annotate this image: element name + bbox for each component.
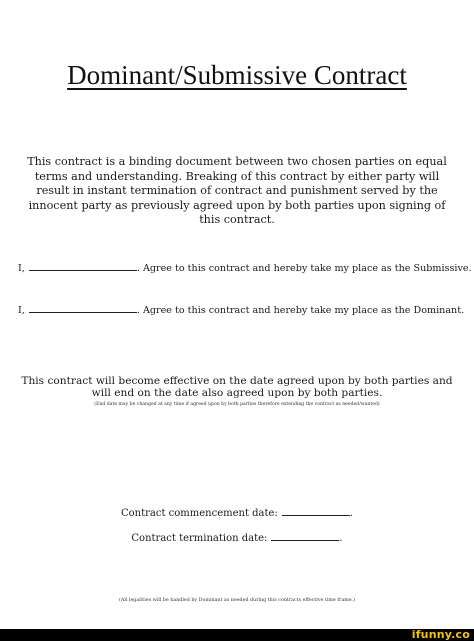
termination-suffix: .	[339, 533, 343, 544]
submissive-prefix: I,	[18, 263, 25, 274]
commencement-label: Contract commencement date:	[120, 508, 278, 519]
commencement-date-blank[interactable]	[282, 506, 350, 516]
legalities-note: (All legalities will be handled by Dominant as needed during this contracts effective time frame.)	[118, 598, 355, 603]
end-date-fine-print: (End date may be changed at any time if agreed upon by both parties therefore extending the contract as needed/wanted)	[94, 402, 380, 407]
ifunny-watermark: ifunny.co	[411, 628, 470, 641]
submissive-name-blank[interactable]	[29, 261, 137, 271]
termination-date-blank[interactable]	[271, 531, 339, 541]
footer-bar	[0, 629, 474, 641]
submissive-text: . Agree to this contract and hereby take my place as the Submissive.	[136, 263, 472, 274]
dominant-text: . Agree to this contract and hereby take my place as the Dominant.	[136, 305, 465, 316]
dominant-name-blank[interactable]	[29, 303, 137, 313]
contract-intro: This contract is a binding document between two chosen parties on equal terms and understanding. Breaking of this contract by either party will result in instant termination of contract and punishment served by the innocent party as previously agreed upon by both parties upon signing of this contract.	[27, 155, 447, 227]
contract-title: Dominant/Submissive Contract	[67, 60, 407, 90]
dominant-prefix: I,	[18, 305, 25, 316]
commencement-suffix: .	[349, 508, 354, 519]
termination-label: Contract termination date:	[131, 533, 268, 544]
effective-clause: This contract will become effective on the date agreed upon by both parties and will end on the date also agreed upon by both parties.	[21, 375, 453, 400]
commencement-date-line	[0, 506, 474, 519]
termination-date-line	[0, 531, 474, 544]
submissive-signature-line	[18, 261, 472, 274]
dominant-signature-line	[18, 303, 464, 316]
